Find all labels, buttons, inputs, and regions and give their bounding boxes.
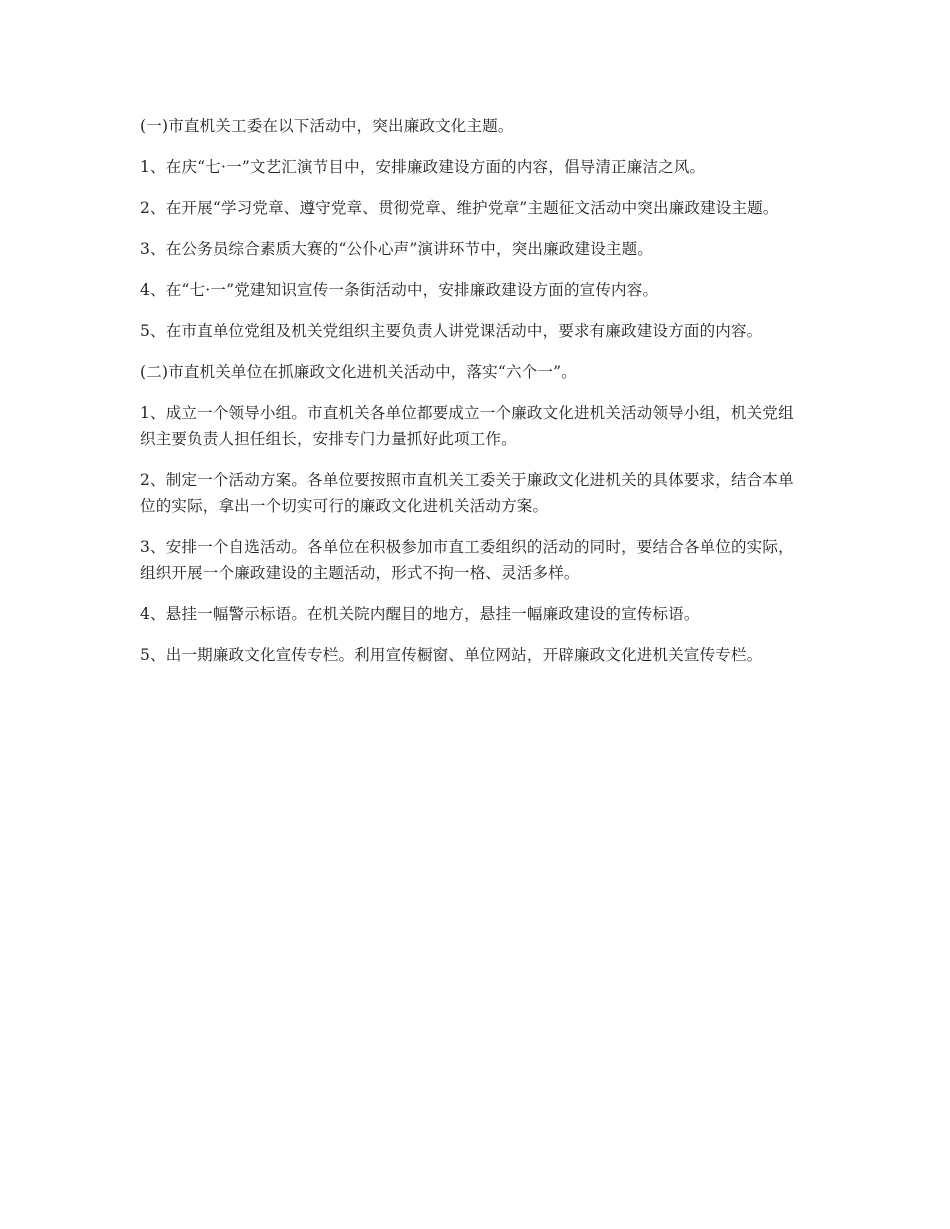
section-heading-2: (二)市直机关单位在抓廉政文化进机关活动中，落实“六个一”。 bbox=[140, 363, 577, 381]
list-item: 5、在市直单位党组及机关党组织主要负责人讲党课活动中，要求有廉政建设方面的内容。 bbox=[140, 322, 763, 340]
list-item: 2、在开展“学习党章、遵守党章、贯彻党章、维护党章”主题征文活动中突出廉政建设主题。 bbox=[140, 199, 779, 217]
list-item: 2、制定一个活动方案。各单位要按照市直机关工委关于廉政文化进机关的具体要求，结合本单位的实际，拿出一个切实可行的廉政文化进机关活动方案。 bbox=[140, 471, 794, 515]
list-item: 1、成立一个领导小组。市直机关各单位都要成立一个廉政文化进机关活动领导小组，机关党组织主要负责人担任组长，安排专门力量抓好此项工作。 bbox=[140, 404, 794, 448]
list-item: 1、在庆“七·一”文艺汇演节目中，安排廉政建设方面的内容，倡导清正廉洁之风。 bbox=[140, 158, 706, 176]
list-item: 3、安排一个自选活动。各单位在积极参加市直工委组织的活动的同时，要结合各单位的实际，组织开展一个廉政建设的主题活动，形式不拘一格、灵活多样。 bbox=[140, 538, 794, 582]
list-item: 4、在“七·一”党建知识宣传一条街活动中，安排廉政建设方面的宣传内容。 bbox=[140, 281, 659, 299]
list-item: 5、出一期廉政文化宣传专栏。利用宣传橱窗、单位网站，开辟廉政文化进机关宣传专栏。 bbox=[140, 646, 763, 664]
section-heading-1: (一)市直机关工委在以下活动中，突出廉政文化主题。 bbox=[140, 117, 514, 135]
list-item: 4、悬挂一幅警示标语。在机关院内醒目的地方，悬挂一幅廉政建设的宣传标语。 bbox=[140, 605, 700, 623]
list-item: 3、在公务员综合素质大赛的“公仆心声”演讲环节中，突出廉政建设主题。 bbox=[140, 240, 654, 258]
document-body bbox=[140, 113, 805, 683]
